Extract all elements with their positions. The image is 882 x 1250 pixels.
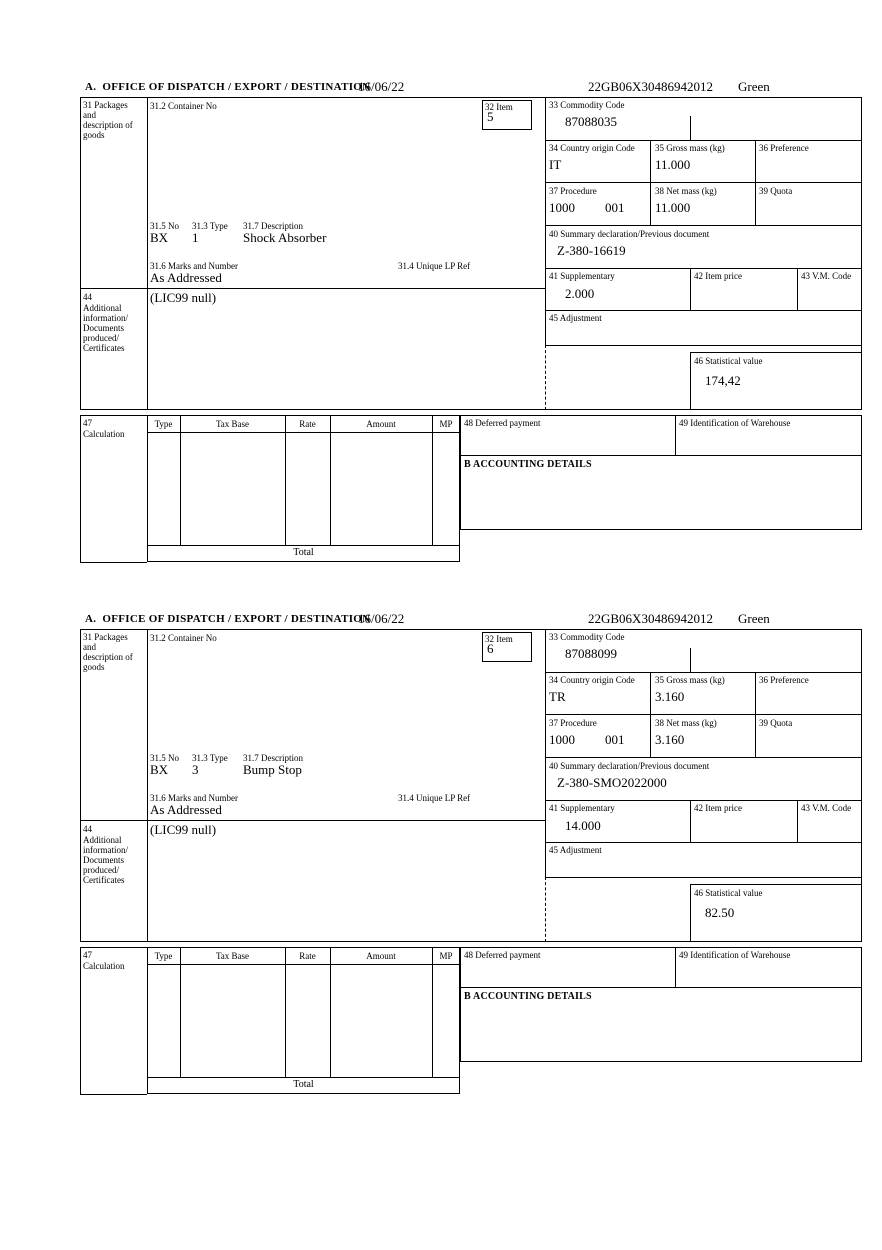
col-rate-header: Rate [299, 951, 316, 961]
country-origin-value: IT [549, 157, 562, 172]
country-origin-label: 34 Country origin Code [549, 143, 635, 153]
divider [285, 415, 286, 545]
divider [690, 800, 691, 842]
container-no-label: 31.2 Container No [150, 101, 217, 111]
divider [80, 562, 147, 563]
col-mp-header: MP [439, 419, 453, 429]
col-mp-header: MP [439, 951, 453, 961]
total-label: Total [293, 547, 314, 558]
declaration-date: 16/06/22 [358, 79, 405, 94]
commodity-code-tick [690, 116, 691, 140]
divider [180, 947, 181, 1077]
accounting-box-outline [460, 415, 862, 530]
item-price-label: 42 Item price [694, 803, 742, 813]
package-kind-value: BX [150, 230, 169, 245]
divider [545, 140, 862, 141]
divider [80, 415, 81, 562]
additional-info-value: (LIC99 null) [150, 290, 217, 305]
divider [285, 947, 286, 1077]
col-type-header: Type [154, 419, 173, 429]
divider [147, 1077, 460, 1078]
procedure-code-value: 1000 [549, 200, 575, 215]
box-47-label: Calculation [83, 429, 125, 439]
goods-description-value: Shock Absorber [243, 230, 327, 245]
commodity-code-value: 87088035 [565, 114, 617, 129]
vm-code-label: 43 V.M. Code [801, 271, 852, 281]
section-a-title: A. OFFICE OF DISPATCH / EXPORT / DESTINATION [85, 613, 371, 625]
item-sheet-1 [80, 80, 863, 566]
divider [755, 140, 756, 225]
procedure-extension-value: 001 [605, 732, 625, 747]
package-kind-value: BX [150, 762, 169, 777]
commodity-code-label: 33 Commodity Code [549, 632, 625, 642]
box-32-item-label: 32 Item [485, 102, 513, 112]
adjustment-label: 45 Adjustment [549, 845, 602, 855]
procedure-label: 37 Procedure [549, 718, 597, 728]
divider [545, 97, 546, 345]
package-count-value: 1 [192, 230, 199, 245]
divider [545, 345, 862, 346]
net-mass-label: 38 Net mass (kg) [655, 718, 717, 728]
commodity-code-value: 87088099 [565, 646, 617, 661]
marks-numbers-label: 31.6 Marks and Number [150, 261, 238, 271]
box-44-label: Additional information/ Documents produced/ Certificates [83, 303, 128, 354]
statistical-value: 174,42 [705, 373, 741, 388]
package-no-label: 31.5 No [150, 221, 179, 231]
box-32-item-label: 32 Item [485, 634, 513, 644]
divider [650, 672, 651, 757]
package-type-label: 31.3 Type [192, 753, 228, 763]
divider [690, 268, 691, 310]
item-sheet-2 [80, 612, 863, 1098]
divider [545, 310, 862, 311]
previous-document-label: 40 Summary declaration/Previous document [549, 761, 710, 771]
box-44-number: 44 [83, 292, 92, 302]
divider [545, 672, 862, 673]
gross-mass-label: 35 Gross mass (kg) [655, 143, 725, 153]
divider [545, 182, 862, 183]
deferred-payment-label: 48 Deferred payment [464, 418, 541, 428]
supplementary-label: 41 Supplementary [549, 803, 615, 813]
procedure-extension-value: 001 [605, 200, 625, 215]
dashed-divider [545, 877, 546, 942]
gross-mass-value: 11.000 [655, 157, 691, 172]
divider [460, 455, 862, 456]
divider [80, 1094, 147, 1095]
col-type-header: Type [154, 951, 173, 961]
item-number-value: 6 [487, 641, 494, 656]
previous-document-value: Z-380-SMO2022000 [557, 775, 667, 790]
procedure-label: 37 Procedure [549, 186, 597, 196]
country-origin-label: 34 Country origin Code [549, 675, 635, 685]
box-31-label: 31 Packages and description of goods [83, 632, 133, 673]
col-amount-header: Amount [366, 419, 396, 429]
statistical-value: 82.50 [705, 905, 735, 920]
total-label: Total [293, 1079, 314, 1090]
divider [545, 877, 862, 878]
divider [180, 415, 181, 545]
previous-document-label: 40 Summary declaration/Previous document [549, 229, 710, 239]
divider [545, 629, 546, 877]
accounting-box-outline [460, 947, 862, 1062]
statistical-value-label: 46 Statistical value [694, 356, 763, 366]
marks-numbers-value: As Addressed [150, 270, 222, 285]
divider [330, 947, 331, 1077]
divider [545, 757, 862, 758]
commodity-code-label: 33 Commodity Code [549, 100, 625, 110]
box-47-number: 47 [83, 950, 92, 960]
col-tax-base-header: Tax Base [215, 951, 250, 961]
divider [545, 225, 862, 226]
item-price-label: 42 Item price [694, 271, 742, 281]
container-no-label: 31.2 Container No [150, 633, 217, 643]
warehouse-id-label: 49 Identification of Warehouse [679, 418, 791, 428]
movement-reference-number: 22GB06X30486942012 [588, 611, 713, 626]
warehouse-id-label: 49 Identification of Warehouse [679, 950, 791, 960]
box-47-number: 47 [83, 418, 92, 428]
divider [797, 800, 798, 842]
description-label: 31.7 Description [243, 221, 303, 231]
unique-lp-ref-label: 31.4 Unique LP Ref [398, 793, 471, 803]
vm-code-label: 43 V.M. Code [801, 803, 852, 813]
country-origin-value: TR [549, 689, 566, 704]
divider [147, 964, 460, 965]
col-amount-header: Amount [366, 951, 396, 961]
package-count-value: 3 [192, 762, 199, 777]
deferred-payment-label: 48 Deferred payment [464, 950, 541, 960]
box-44-label: Additional information/ Documents produced/ Certificates [83, 835, 128, 886]
quota-label: 39 Quota [759, 186, 793, 196]
package-type-label: 31.3 Type [192, 221, 228, 231]
divider [80, 288, 545, 289]
divider [545, 714, 862, 715]
description-label: 31.7 Description [243, 753, 303, 763]
divider [80, 820, 545, 821]
box-31-label: 31 Packages and description of goods [83, 100, 133, 141]
gross-mass-label: 35 Gross mass (kg) [655, 675, 725, 685]
calculation-table-outline [147, 415, 460, 562]
col-tax-base-header: Tax Base [215, 419, 250, 429]
unique-lp-ref-label: 31.4 Unique LP Ref [398, 261, 471, 271]
net-mass-value: 11.000 [655, 200, 691, 215]
package-no-label: 31.5 No [150, 753, 179, 763]
additional-info-value: (LIC99 null) [150, 822, 217, 837]
calculation-table-outline [147, 947, 460, 1094]
divider [675, 415, 676, 455]
item-number-value: 5 [487, 109, 494, 124]
divider [545, 800, 862, 801]
divider [797, 268, 798, 310]
divider [545, 268, 862, 269]
divider [330, 415, 331, 545]
marks-numbers-label: 31.6 Marks and Number [150, 793, 238, 803]
divider [147, 629, 148, 942]
divider [650, 140, 651, 225]
movement-reference-number: 22GB06X30486942012 [588, 79, 713, 94]
routing-status: Green [738, 611, 770, 626]
commodity-code-tick [690, 648, 691, 672]
divider [432, 415, 433, 545]
net-mass-value: 3.160 [655, 732, 685, 747]
divider [80, 947, 81, 1094]
divider [675, 947, 676, 987]
statistical-value-label: 46 Statistical value [694, 888, 763, 898]
divider [432, 947, 433, 1077]
col-rate-header: Rate [299, 419, 316, 429]
box-44-number: 44 [83, 824, 92, 834]
supplementary-value: 2.000 [565, 286, 595, 301]
net-mass-label: 38 Net mass (kg) [655, 186, 717, 196]
preference-label: 36 Preference [759, 675, 809, 685]
declaration-date: 16/06/22 [358, 611, 405, 626]
gross-mass-value: 3.160 [655, 689, 685, 704]
divider [147, 432, 460, 433]
section-a-title: A. OFFICE OF DISPATCH / EXPORT / DESTINATION [85, 81, 371, 93]
routing-status: Green [738, 79, 770, 94]
supplementary-value: 14.000 [565, 818, 601, 833]
divider [147, 545, 460, 546]
marks-numbers-value: As Addressed [150, 802, 222, 817]
procedure-code-value: 1000 [549, 732, 575, 747]
box-47-label: Calculation [83, 961, 125, 971]
accounting-details-title: B ACCOUNTING DETAILS [464, 459, 592, 470]
divider [755, 672, 756, 757]
divider [460, 987, 862, 988]
divider [545, 842, 862, 843]
previous-document-value: Z-380-16619 [557, 243, 626, 258]
divider [147, 97, 148, 410]
dashed-divider [545, 345, 546, 410]
quota-label: 39 Quota [759, 718, 793, 728]
accounting-details-title: B ACCOUNTING DETAILS [464, 991, 592, 1002]
preference-label: 36 Preference [759, 143, 809, 153]
goods-description-value: Bump Stop [243, 762, 302, 777]
adjustment-label: 45 Adjustment [549, 313, 602, 323]
supplementary-label: 41 Supplementary [549, 271, 615, 281]
